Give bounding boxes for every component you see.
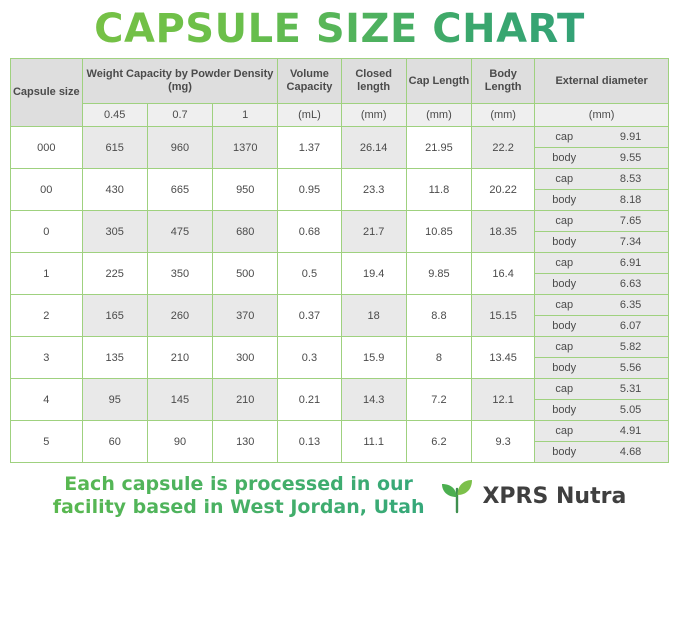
header-volume-capacity: Volume Capacity xyxy=(278,59,341,104)
subheader-closed-unit: (mm) xyxy=(341,104,406,127)
cell-external-diameter xyxy=(535,211,669,253)
capsule-size-table xyxy=(10,58,669,463)
ext-body-label: body xyxy=(535,148,593,169)
table-row xyxy=(11,127,669,169)
cell-body-length: 18.35 xyxy=(472,211,535,253)
cell-w1: 370 xyxy=(213,295,278,337)
cell-w07: 960 xyxy=(147,127,212,169)
cell-w1: 500 xyxy=(213,253,278,295)
cell-w045: 430 xyxy=(82,169,147,211)
table-row xyxy=(11,379,669,421)
header-cap-length: Cap Length xyxy=(406,59,471,104)
cell-closed: 14.3 xyxy=(341,379,406,421)
cell-cap-length: 6.2 xyxy=(406,421,471,463)
header-closed-length: Closed length xyxy=(341,59,406,104)
cell-w07: 210 xyxy=(147,337,212,379)
table-row xyxy=(11,253,669,295)
ext-body-label: body xyxy=(535,274,593,295)
ext-cap-label: cap xyxy=(535,211,593,232)
cell-w045: 60 xyxy=(82,421,147,463)
cell-cap-length: 10.85 xyxy=(406,211,471,253)
ext-cap-value: 4.91 xyxy=(593,421,668,442)
ext-cap-value: 7.65 xyxy=(593,211,668,232)
table-row xyxy=(11,169,669,211)
cell-w045: 95 xyxy=(82,379,147,421)
cell-volume: 0.37 xyxy=(278,295,341,337)
ext-cap-label: cap xyxy=(535,253,593,274)
cell-w1: 130 xyxy=(213,421,278,463)
cell-w07: 90 xyxy=(147,421,212,463)
ext-cap-value: 9.91 xyxy=(593,127,668,148)
cell-cap-length: 11.8 xyxy=(406,169,471,211)
cell-w07: 260 xyxy=(147,295,212,337)
cell-external-diameter xyxy=(535,253,669,295)
leaf-icon xyxy=(438,477,476,515)
ext-cap-label: cap xyxy=(535,295,593,316)
cell-w07: 145 xyxy=(147,379,212,421)
cell-w07: 665 xyxy=(147,169,212,211)
cell-volume: 0.3 xyxy=(278,337,341,379)
subheader-volume-unit: (mL) xyxy=(278,104,341,127)
cell-volume: 0.95 xyxy=(278,169,341,211)
cell-body-length: 12.1 xyxy=(472,379,535,421)
cell-body-length: 20.22 xyxy=(472,169,535,211)
ext-body-label: body xyxy=(535,316,593,337)
cell-w07: 475 xyxy=(147,211,212,253)
ext-cap-value: 8.53 xyxy=(593,169,668,190)
ext-body-value: 8.18 xyxy=(593,190,668,211)
page-title: CAPSULE SIZE CHART xyxy=(10,0,669,58)
cell-size: 2 xyxy=(11,295,83,337)
ext-cap-label: cap xyxy=(535,421,593,442)
ext-body-label: body xyxy=(535,232,593,253)
cell-volume: 0.13 xyxy=(278,421,341,463)
table-row xyxy=(11,337,669,379)
ext-body-value: 9.55 xyxy=(593,148,668,169)
table-row xyxy=(11,421,669,463)
cell-w045: 135 xyxy=(82,337,147,379)
cell-closed: 18 xyxy=(341,295,406,337)
ext-cap-value: 5.82 xyxy=(593,337,668,358)
subheader-external-unit: (mm) xyxy=(535,104,669,127)
cell-body-length: 13.45 xyxy=(472,337,535,379)
cell-volume: 1.37 xyxy=(278,127,341,169)
table-header xyxy=(11,59,669,127)
cell-cap-length: 7.2 xyxy=(406,379,471,421)
cell-closed: 11.1 xyxy=(341,421,406,463)
cell-external-diameter xyxy=(535,421,669,463)
cell-volume: 0.68 xyxy=(278,211,341,253)
ext-body-label: body xyxy=(535,358,593,379)
cell-cap-length: 21.95 xyxy=(406,127,471,169)
cell-external-diameter xyxy=(535,337,669,379)
subheader-density-07: 0.7 xyxy=(147,104,212,127)
ext-cap-label: cap xyxy=(535,379,593,400)
ext-cap-label: cap xyxy=(535,127,593,148)
cell-external-diameter xyxy=(535,295,669,337)
cell-cap-length: 8 xyxy=(406,337,471,379)
brand-logo xyxy=(438,477,626,515)
ext-body-value: 6.63 xyxy=(593,274,668,295)
subheader-density-1: 1 xyxy=(213,104,278,127)
ext-body-label: body xyxy=(535,190,593,211)
ext-body-value: 6.07 xyxy=(593,316,668,337)
ext-body-value: 7.34 xyxy=(593,232,668,253)
ext-body-label: body xyxy=(535,400,593,421)
cell-w045: 225 xyxy=(82,253,147,295)
cell-body-length: 15.15 xyxy=(472,295,535,337)
cell-body-length: 16.4 xyxy=(472,253,535,295)
cell-size: 1 xyxy=(11,253,83,295)
header-body-length: Body Length xyxy=(472,59,535,104)
cell-external-diameter xyxy=(535,169,669,211)
cell-size: 00 xyxy=(11,169,83,211)
table-row xyxy=(11,211,669,253)
cell-external-diameter xyxy=(535,379,669,421)
header-external-diameter: External diameter xyxy=(535,59,669,104)
ext-body-value: 5.05 xyxy=(593,400,668,421)
subheader-body-unit: (mm) xyxy=(472,104,535,127)
cell-body-length: 22.2 xyxy=(472,127,535,169)
subheader-cap-unit: (mm) xyxy=(406,104,471,127)
ext-cap-value: 5.31 xyxy=(593,379,668,400)
brand-name: XPRS Nutra xyxy=(482,483,627,509)
cell-volume: 0.5 xyxy=(278,253,341,295)
footer-tagline-line2: facility based in West Jordan, Utah xyxy=(52,496,425,518)
cell-cap-length: 9.85 xyxy=(406,253,471,295)
subheader-density-045: 0.45 xyxy=(82,104,147,127)
cell-external-diameter xyxy=(535,127,669,169)
cell-w1: 210 xyxy=(213,379,278,421)
ext-cap-value: 6.91 xyxy=(593,253,668,274)
cell-size: 000 xyxy=(11,127,83,169)
cell-cap-length: 8.8 xyxy=(406,295,471,337)
cell-w07: 350 xyxy=(147,253,212,295)
cell-w045: 305 xyxy=(82,211,147,253)
cell-w1: 950 xyxy=(213,169,278,211)
cell-closed: 26.14 xyxy=(341,127,406,169)
cell-volume: 0.21 xyxy=(278,379,341,421)
table-row xyxy=(11,295,669,337)
header-capsule-size: Capsule size xyxy=(11,59,83,127)
cell-w1: 680 xyxy=(213,211,278,253)
ext-body-value: 4.68 xyxy=(593,442,668,463)
cell-closed: 21.7 xyxy=(341,211,406,253)
cell-w045: 165 xyxy=(82,295,147,337)
cell-w045: 615 xyxy=(82,127,147,169)
ext-cap-value: 6.35 xyxy=(593,295,668,316)
cell-size: 3 xyxy=(11,337,83,379)
cell-size: 0 xyxy=(11,211,83,253)
cell-size: 5 xyxy=(11,421,83,463)
ext-body-value: 5.56 xyxy=(593,358,668,379)
cell-w1: 300 xyxy=(213,337,278,379)
ext-cap-label: cap xyxy=(535,337,593,358)
footer xyxy=(10,473,669,519)
footer-tagline-line1: Each capsule is processed in our xyxy=(64,473,413,495)
cell-w1: 1370 xyxy=(213,127,278,169)
header-weight-capacity: Weight Capacity by Powder Density (mg) xyxy=(82,59,278,104)
cell-size: 4 xyxy=(11,379,83,421)
cell-body-length: 9.3 xyxy=(472,421,535,463)
cell-closed: 19.4 xyxy=(341,253,406,295)
ext-cap-label: cap xyxy=(535,169,593,190)
cell-closed: 23.3 xyxy=(341,169,406,211)
cell-closed: 15.9 xyxy=(341,337,406,379)
ext-body-label: body xyxy=(535,442,593,463)
footer-tagline xyxy=(53,473,425,519)
table-body xyxy=(11,127,669,463)
